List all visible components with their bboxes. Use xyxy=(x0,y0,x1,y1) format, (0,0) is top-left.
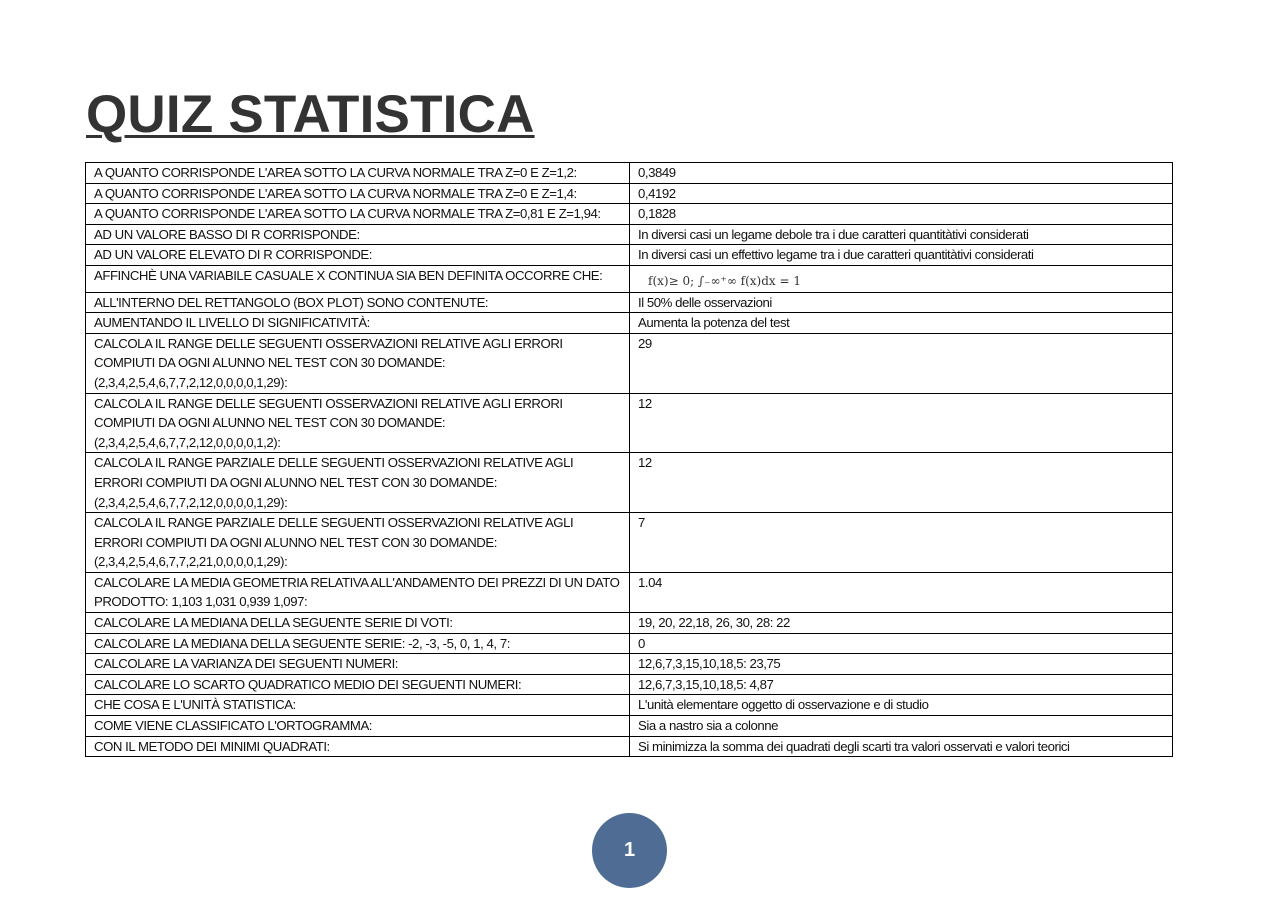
answer-cell: 1.04 xyxy=(630,572,1173,612)
page-number-badge: 1 xyxy=(592,813,667,888)
answer-cell: Sia a nastro sia a colonne xyxy=(630,716,1173,737)
answer-cell: Aumenta la potenza del test xyxy=(630,313,1173,334)
answer-cell: L'unità elementare oggetto di osservazione e di studio xyxy=(630,695,1173,716)
answer-cell: 12,6,7,3,15,10,18,5: 23,75 xyxy=(630,654,1173,675)
table-row xyxy=(86,224,1173,245)
answer-cell: In diversi casi un effettivo legame tra i due caratteri quantitàtivi considerati xyxy=(630,245,1173,266)
question-cell: A QUANTO CORRISPONDE L'AREA SOTTO LA CURVA NORMALE TRA Z=0,81 E Z=1,94: xyxy=(86,204,630,225)
question-cell: CALCOLA IL RANGE PARZIALE DELLE SEGUENTI OSSERVAZIONI RELATIVE AGLI ERRORI COMPIUTI DA OGNI ALUNNO NEL TEST CON 30 DOMANDE: (2,3,4,2,5,4,6,7,7,2,21,0,0,0,0,1,29): xyxy=(86,513,630,573)
answer-cell: Si minimizza la somma dei quadrati degli scarti tra valori osservati e valori teorici xyxy=(630,736,1173,757)
answer-cell: 0,1828 xyxy=(630,204,1173,225)
question-cell: AUMENTANDO IL LIVELLO DI SIGNIFICATIVITÀ: xyxy=(86,313,630,334)
question-cell: A QUANTO CORRISPONDE L'AREA SOTTO LA CURVA NORMALE TRA Z=0 E Z=1,4: xyxy=(86,183,630,204)
answer-cell: Il 50% delle osservazioni xyxy=(630,292,1173,313)
table-row xyxy=(86,333,1173,393)
answer-cell: In diversi casi un legame debole tra i due caratteri quantitàtivi considerati xyxy=(630,224,1173,245)
table-row xyxy=(86,716,1173,737)
question-cell: CALCOLARE LA MEDIANA DELLA SEGUENTE SERIE DI VOTI: xyxy=(86,613,630,634)
table-row xyxy=(86,572,1173,612)
table-row xyxy=(86,204,1173,225)
density-formula: f(x)≥ 0; ∫₋∞⁺∞ f(x)dx = 1 xyxy=(648,273,801,288)
table-row xyxy=(86,313,1173,334)
table-row xyxy=(86,183,1173,204)
question-cell: AD UN VALORE BASSO DI R CORRISPONDE: xyxy=(86,224,630,245)
answer-cell: 0,3849 xyxy=(630,163,1173,184)
table-row xyxy=(86,736,1173,757)
answer-cell: 7 xyxy=(630,513,1173,573)
answer-cell: 0,4192 xyxy=(630,183,1173,204)
question-cell: ALL'INTERNO DEL RETTANGOLO (BOX PLOT) SONO CONTENUTE: xyxy=(86,292,630,313)
question-cell: COME VIENE CLASSIFICATO L'ORTOGRAMMA: xyxy=(86,716,630,737)
question-cell: CON IL METODO DEI MINIMI QUADRATI: xyxy=(86,736,630,757)
question-cell: CHE COSA E L'UNITÀ STATISTICA: xyxy=(86,695,630,716)
table-row xyxy=(86,163,1173,184)
table-row xyxy=(86,265,1173,292)
question-cell: CALCOLA IL RANGE DELLE SEGUENTI OSSERVAZIONI RELATIVE AGLI ERRORI COMPIUTI DA OGNI ALUNNO NEL TEST CON 30 DOMANDE: (2,3,4,2,5,4,6,7,7,2,12,0,0,0,0,1,2): xyxy=(86,393,630,453)
question-cell: CALCOLA IL RANGE DELLE SEGUENTI OSSERVAZIONI RELATIVE AGLI ERRORI COMPIUTI DA OGNI ALUNNO NEL TEST CON 30 DOMANDE: (2,3,4,2,5,4,6,7,7,2,12,0,0,0,0,1,29): xyxy=(86,333,630,393)
table-row xyxy=(86,245,1173,266)
table-row xyxy=(86,695,1173,716)
question-cell: CALCOLA IL RANGE PARZIALE DELLE SEGUENTI OSSERVAZIONI RELATIVE AGLI ERRORI COMPIUTI DA OGNI ALUNNO NEL TEST CON 30 DOMANDE: (2,3,4,2,5,4,6,7,7,2,12,0,0,0,0,1,29): xyxy=(86,453,630,513)
page-title: QUIZ STATISTICA xyxy=(86,85,535,144)
question-cell: CALCOLARE LO SCARTO QUADRATICO MEDIO DEI SEGUENTI NUMERI: xyxy=(86,674,630,695)
answer-cell: 12,6,7,3,15,10,18,5: 4,87 xyxy=(630,674,1173,695)
answer-cell: 0 xyxy=(630,633,1173,654)
question-cell: CALCOLARE LA VARIANZA DEI SEGUENTI NUMERI: xyxy=(86,654,630,675)
answer-cell: 19, 20, 22,18, 26, 30, 28: 22 xyxy=(630,613,1173,634)
table-row xyxy=(86,654,1173,675)
answer-cell xyxy=(630,265,1173,292)
question-cell: A QUANTO CORRISPONDE L'AREA SOTTO LA CURVA NORMALE TRA Z=0 E Z=1,2: xyxy=(86,163,630,184)
answer-cell: 29 xyxy=(630,333,1173,393)
table-row xyxy=(86,393,1173,453)
table-row xyxy=(86,613,1173,634)
table-row xyxy=(86,292,1173,313)
question-cell: AD UN VALORE ELEVATO DI R CORRISPONDE: xyxy=(86,245,630,266)
answer-cell: 12 xyxy=(630,453,1173,513)
question-cell: AFFINCHÈ UNA VARIABILE CASUALE X CONTINUA SIA BEN DEFINITA OCCORRE CHE: xyxy=(86,265,630,292)
table-row xyxy=(86,674,1173,695)
table-row xyxy=(86,453,1173,513)
quiz-table xyxy=(85,162,1173,757)
answer-cell: 12 xyxy=(630,393,1173,453)
table-row xyxy=(86,513,1173,573)
question-cell: CALCOLARE LA MEDIA GEOMETRIA RELATIVA ALL'ANDAMENTO DEI PREZZI DI UN DATO PRODOTTO: 1,103 1,031 0,939 1,097: xyxy=(86,572,630,612)
table-row xyxy=(86,633,1173,654)
question-cell: CALCOLARE LA MEDIANA DELLA SEGUENTE SERIE: -2, -3, -5, 0, 1, 4, 7: xyxy=(86,633,630,654)
